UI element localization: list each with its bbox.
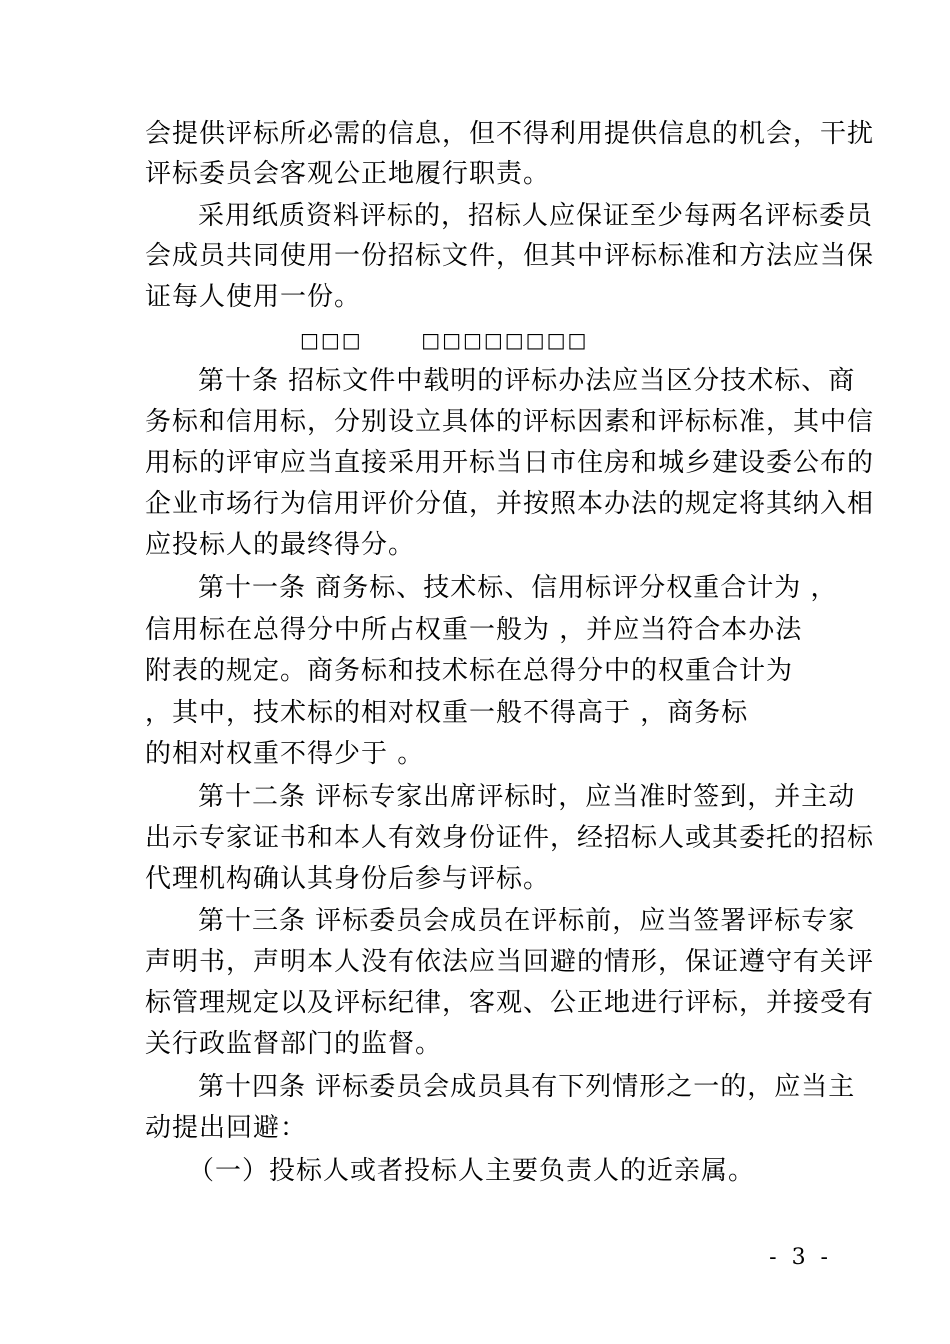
article-11-line: 第十一条 商务标、技术标、信用标评分权重合计为 ， [198, 573, 838, 603]
text-line: 出示专家证书和本人有效身份证件，经招标人或其委托的招标 [145, 823, 875, 853]
text-line: ，其中，技术标的相对权重一般不得高于 ，商务标 [145, 698, 749, 728]
text-line: 评标委员会客观公正地履行职责。 [145, 159, 551, 189]
text-line: 用标的评审应当直接采用开标当日市住房和城乡建设委公布的 [145, 448, 875, 478]
text-line: 标管理规定以及评标纪律，客观、公正地进行评标，并接受有 [145, 988, 875, 1018]
text-line: 代理机构确认其身份后参与评标。 [145, 864, 551, 894]
text-line: 声明书，声明本人没有依法应当回避的情形，保证遵守有关评 [145, 947, 875, 977]
text-line: 附表的规定。商务标和技术标在总得分中的权重合计为 [145, 656, 794, 686]
text-line: 会提供评标所必需的信息，但不得利用提供信息的机会，干扰 [145, 119, 875, 149]
article-10-line: 第十条 招标文件中载明的评标办法应当区分技术标、商 [198, 366, 856, 396]
text-line: 务标和信用标，分别设立具体的评标因素和评标标准，其中信 [145, 407, 875, 437]
text-line: 企业市场行为信用评价分值，并按照本办法的规定将其纳入相 [145, 489, 875, 519]
text-line: 信用标在总得分中所占权重一般为 ，并应当符合本办法 [145, 615, 803, 645]
text-line: 应投标人的最终得分。 [145, 530, 416, 560]
article-14-line: 第十四条 评标委员会成员具有下列情形之一的，应当主 [198, 1072, 856, 1102]
article-13-line: 第十三条 评标委员会成员在评标前，应当签署评标专家 [198, 906, 856, 936]
text-line: 动提出回避： [145, 1113, 308, 1143]
text-line: 会成员共同使用一份招标文件，但其中评标标准和方法应当保 [145, 241, 875, 271]
text-line: 证每人使用一份。 [145, 282, 362, 312]
section-heading: □□□ □□□□□□□□ [300, 328, 589, 352]
paragraph-start-line: 采用纸质资料评标的，招标人应保证至少每两名评标委员 [198, 201, 874, 231]
text-line: 的相对权重不得少于 。 [145, 739, 425, 769]
page-number: - 3 - [769, 1245, 832, 1270]
article-12-line: 第十二条 评标专家出席评标时，应当准时签到，并主动 [198, 782, 856, 812]
list-item-line: （一）投标人或者投标人主要负责人的近亲属。 [188, 1156, 756, 1186]
text-line: 关行政监督部门的监督。 [145, 1029, 443, 1059]
